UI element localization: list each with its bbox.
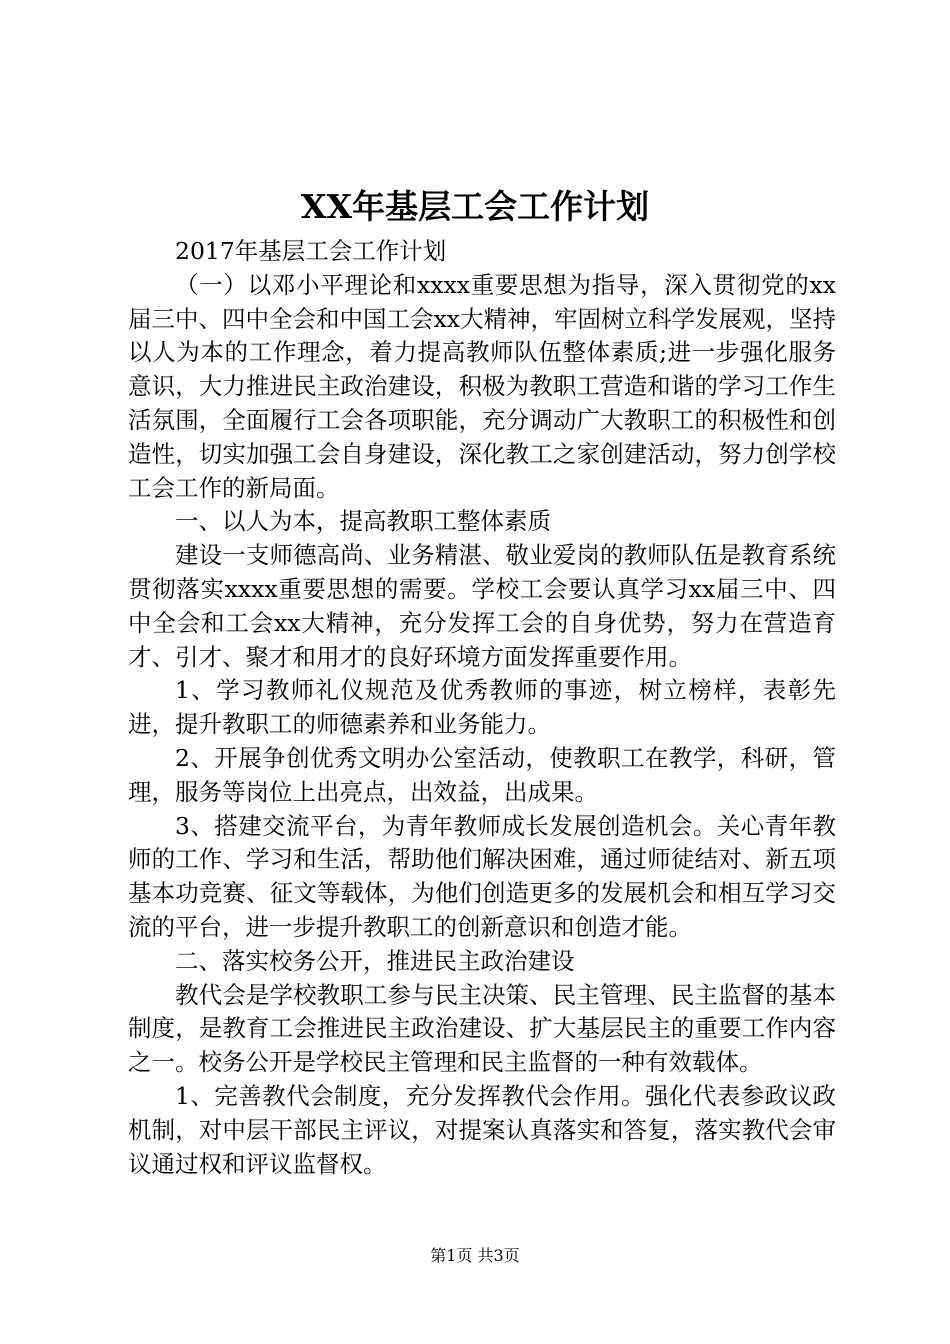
list-item: 3、搭建交流平台，为青年教师成长发展创造机会。关心青年教师的工作、学习和生活，帮助他们解决困难，通过师徒结对、新五项基本功竞赛、征文等载体，为他们创造更多的发展机会和相互学习交流的平台，进一步提升教职工的创新意识和创造才能。 — [128, 811, 836, 941]
page-footer: 第1页 共3页 — [430, 1246, 520, 1265]
body-paragraph: （一）以邓小平理论和xxxx重要思想为指导，深入贯彻党的xx届三中、四中全会和中国工会xx大精神，牢固树立科学发展观，坚持以人为本的工作理念，着力提高教师队伍整体素质;进一步强化服务意识，大力推进民主政治建设，积极为教职工营造和谐的学习工作生活氛围，全面履行工会各项职能，充分调动广大教职工的积极性和创造性，切实加强工会自身建设，深化教工之家创建活动，努力创学校工会工作的新局面。 — [128, 270, 837, 502]
section-heading: 一、以人为本，提高教职工整体素质 — [175, 507, 551, 536]
section-heading: 二、落实校务公开，推进民主政治建设 — [175, 946, 575, 975]
list-item: 2、开展争创优秀文明办公室活动，使教职工在教学，科研，管理，服务等岗位上出亮点，出效益，出成果。 — [128, 743, 836, 806]
list-item: 1、学习教师礼仪规范及优秀教师的事迹，树立榜样，表彰先进，提升教职工的师德素养和业务能力。 — [128, 676, 836, 739]
list-item: 1、完善教代会制度，充分发挥教代会作用。强化代表参政议政机制，对中层干部民主评议，对提案认真落实和答复，落实教代会审议通过权和评议监督权。 — [128, 1081, 836, 1178]
document-body — [128, 235, 836, 1181]
document-title: XX年基层工会工作计划 — [300, 187, 650, 226]
body-paragraph: 建设一支师德高尚、业务精湛、敬业爱岗的教师队伍是教育系统贯彻落实xxxx重要思想的需要。学校工会要认真学习xx届三中、四中全会和工会xx大精神，充分发挥工会的自身优势，努力在营造育才、引才、聚才和用才的良好环境方面发挥重要作用。 — [128, 541, 836, 671]
subtitle-paragraph: 2017年基层工会工作计划 — [175, 237, 447, 265]
body-paragraph: 教代会是学校教职工参与民主决策、民主管理、民主监督的基本制度，是教育工会推进民主政治建设、扩大基层民主的重要工作内容之一。校务公开是学校民主管理和民主监督的一种有效载体。 — [128, 980, 836, 1077]
